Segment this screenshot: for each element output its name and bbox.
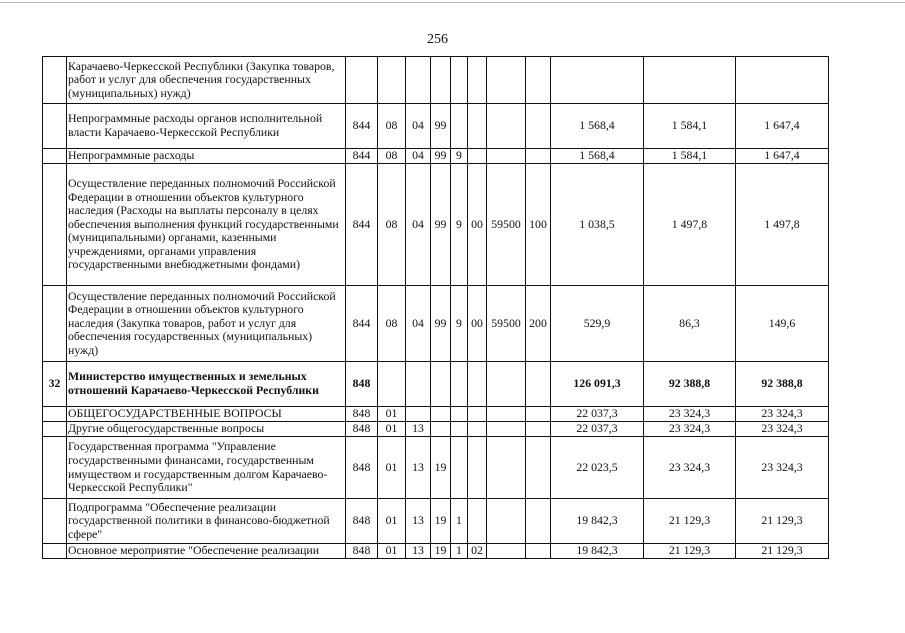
target-article-direction-cell (487, 407, 526, 422)
amount-year1-cell: 529,9 (551, 286, 644, 362)
target-article-subprogram-cell (451, 422, 468, 437)
row-number-cell (43, 422, 67, 437)
row-number-cell (43, 499, 67, 544)
amount-year1-cell: 22 023,5 (551, 437, 644, 499)
section-code-cell: 08 (378, 164, 406, 286)
target-article-direction-cell (487, 104, 526, 149)
ministry-code-cell: 848 (346, 544, 378, 559)
subsection-code-cell: 13 (406, 437, 431, 499)
amount-year2-cell: 1 584,1 (644, 104, 736, 149)
amount-year3-cell: 149,6 (736, 286, 829, 362)
target-article-event-cell (468, 104, 487, 149)
section-code-cell: 08 (378, 149, 406, 164)
table-row (43, 422, 829, 437)
target-article-subprogram-cell (451, 57, 468, 104)
section-code-cell: 01 (378, 437, 406, 499)
target-article-program-cell: 99 (431, 149, 451, 164)
budget-table (42, 56, 829, 559)
amount-year2-cell (644, 57, 736, 104)
amount-year3-cell (736, 57, 829, 104)
table-row (43, 57, 829, 104)
name-cell: ОБЩЕГОСУДАРСТВЕННЫЕ ВОПРОСЫ (67, 407, 346, 422)
row-number-cell (43, 544, 67, 559)
ministry-code-cell: 848 (346, 499, 378, 544)
section-code-cell: 01 (378, 544, 406, 559)
target-article-direction-cell (487, 362, 526, 407)
subsection-code-cell: 13 (406, 544, 431, 559)
amount-year1-cell: 19 842,3 (551, 499, 644, 544)
table-row (43, 286, 829, 362)
row-number-cell (43, 57, 67, 104)
table-row (43, 149, 829, 164)
subsection-code-cell: 04 (406, 104, 431, 149)
row-number-cell (43, 104, 67, 149)
target-article-event-cell (468, 499, 487, 544)
amount-year1-cell: 1 568,4 (551, 149, 644, 164)
amount-year1-cell: 1 568,4 (551, 104, 644, 149)
table-row (43, 407, 829, 422)
amount-year1-cell: 22 037,3 (551, 407, 644, 422)
target-article-event-cell: 00 (468, 286, 487, 362)
expense-type-cell (526, 57, 551, 104)
table-row (43, 437, 829, 499)
amount-year2-cell: 86,3 (644, 286, 736, 362)
table-row (43, 362, 829, 407)
target-article-event-cell (468, 149, 487, 164)
expense-type-cell (526, 407, 551, 422)
name-cell: Государственная программа "Управление государственными финансами, государственным имуществом и государственным долгом Карачаево-Черкесской Республики" (67, 437, 346, 499)
amount-year3-cell: 92 388,8 (736, 362, 829, 407)
page-number: 256 (427, 32, 448, 47)
amount-year1-cell: 22 037,3 (551, 422, 644, 437)
target-article-program-cell: 99 (431, 104, 451, 149)
name-cell: Осуществление переданных полномочий Российской Федерации в отношении объектов культурного наследия (Расходы на выплаты персоналу в целях обеспечения выполнения функций государственными (муниципальными) органами, казенными учреждениями, органами управления государственными внебюджетными фондами) (67, 164, 346, 286)
target-article-program-cell: 99 (431, 286, 451, 362)
expense-type-cell (526, 437, 551, 499)
subsection-code-cell: 04 (406, 286, 431, 362)
target-article-subprogram-cell: 9 (451, 286, 468, 362)
ministry-code-cell: 848 (346, 362, 378, 407)
amount-year1-cell (551, 57, 644, 104)
target-article-program-cell (431, 362, 451, 407)
amount-year1-cell: 126 091,3 (551, 362, 644, 407)
ministry-code-cell: 848 (346, 422, 378, 437)
target-article-subprogram-cell: 1 (451, 544, 468, 559)
target-article-direction-cell (487, 149, 526, 164)
target-article-direction-cell: 59500 (487, 286, 526, 362)
section-code-cell: 01 (378, 422, 406, 437)
target-article-event-cell (468, 57, 487, 104)
table-row (43, 544, 829, 559)
target-article-event-cell (468, 362, 487, 407)
name-cell: Подпрограмма "Обеспечение реализации государственной политики в финансово-бюджетной сфере" (67, 499, 346, 544)
expense-type-cell (526, 104, 551, 149)
target-article-direction-cell (487, 499, 526, 544)
name-cell: Карачаево-Черкесской Республики (Закупка товаров, работ и услуг для обеспечения государственных (муниципальных) нужд) (67, 57, 346, 104)
target-article-program-cell (431, 57, 451, 104)
target-article-subprogram-cell: 1 (451, 499, 468, 544)
subsection-code-cell: 04 (406, 164, 431, 286)
target-article-event-cell: 00 (468, 164, 487, 286)
ministry-code-cell: 844 (346, 104, 378, 149)
amount-year3-cell: 23 324,3 (736, 437, 829, 499)
target-article-event-cell (468, 407, 487, 422)
target-article-direction-cell (487, 422, 526, 437)
target-article-direction-cell (487, 437, 526, 499)
amount-year2-cell: 92 388,8 (644, 362, 736, 407)
expense-type-cell (526, 422, 551, 437)
amount-year3-cell: 1 497,8 (736, 164, 829, 286)
name-cell: Непрограммные расходы органов исполнительной власти Карачаево-Черкесской Республики (67, 104, 346, 149)
amount-year2-cell: 23 324,3 (644, 422, 736, 437)
target-article-program-cell: 19 (431, 499, 451, 544)
target-article-program-cell (431, 422, 451, 437)
target-article-program-cell: 99 (431, 164, 451, 286)
amount-year3-cell: 21 129,3 (736, 544, 829, 559)
amount-year3-cell: 23 324,3 (736, 422, 829, 437)
row-number-cell (43, 437, 67, 499)
row-number-cell (43, 407, 67, 422)
expense-type-cell (526, 544, 551, 559)
expense-type-cell (526, 499, 551, 544)
amount-year2-cell: 1 497,8 (644, 164, 736, 286)
amount-year2-cell: 1 584,1 (644, 149, 736, 164)
section-code-cell: 01 (378, 499, 406, 544)
target-article-direction-cell (487, 57, 526, 104)
scan-top-edge (0, 2, 905, 3)
amount-year3-cell: 23 324,3 (736, 407, 829, 422)
section-code-cell: 08 (378, 104, 406, 149)
table-row (43, 499, 829, 544)
row-number-cell (43, 286, 67, 362)
expense-type-cell (526, 362, 551, 407)
subsection-code-cell: 13 (406, 422, 431, 437)
expense-type-cell: 200 (526, 286, 551, 362)
amount-year1-cell: 19 842,3 (551, 544, 644, 559)
subsection-code-cell: 04 (406, 149, 431, 164)
section-code-cell: 08 (378, 286, 406, 362)
amount-year2-cell: 23 324,3 (644, 437, 736, 499)
ministry-code-cell: 848 (346, 437, 378, 499)
target-article-event-cell (468, 437, 487, 499)
subsection-code-cell: 13 (406, 499, 431, 544)
amount-year3-cell: 21 129,3 (736, 499, 829, 544)
amount-year3-cell: 1 647,4 (736, 104, 829, 149)
row-number-cell (43, 149, 67, 164)
table-row (43, 164, 829, 286)
target-article-program-cell: 19 (431, 437, 451, 499)
target-article-program-cell (431, 407, 451, 422)
ministry-code-cell: 844 (346, 164, 378, 286)
name-cell: Основное мероприятие "Обеспечение реализации (67, 544, 346, 559)
subsection-code-cell (406, 407, 431, 422)
target-article-program-cell: 19 (431, 544, 451, 559)
table-body (43, 57, 829, 559)
subsection-code-cell (406, 57, 431, 104)
target-article-subprogram-cell (451, 407, 468, 422)
target-article-subprogram-cell (451, 104, 468, 149)
target-article-event-cell (468, 422, 487, 437)
amount-year3-cell: 1 647,4 (736, 149, 829, 164)
name-cell: Министерство имущественных и земельных отношений Карачаево-Черкесской Республики (67, 362, 346, 407)
name-cell: Другие общегосударственные вопросы (67, 422, 346, 437)
table-row (43, 104, 829, 149)
subsection-code-cell (406, 362, 431, 407)
section-code-cell: 01 (378, 407, 406, 422)
ministry-code-cell (346, 57, 378, 104)
expense-type-cell (526, 149, 551, 164)
target-article-subprogram-cell: 9 (451, 149, 468, 164)
amount-year2-cell: 23 324,3 (644, 407, 736, 422)
amount-year2-cell: 21 129,3 (644, 544, 736, 559)
ministry-code-cell: 848 (346, 407, 378, 422)
target-article-direction-cell: 59500 (487, 164, 526, 286)
name-cell: Непрограммные расходы (67, 149, 346, 164)
target-article-subprogram-cell (451, 437, 468, 499)
section-code-cell (378, 57, 406, 104)
ministry-code-cell: 844 (346, 286, 378, 362)
expense-type-cell: 100 (526, 164, 551, 286)
amount-year1-cell: 1 038,5 (551, 164, 644, 286)
amount-year2-cell: 21 129,3 (644, 499, 736, 544)
target-article-direction-cell (487, 544, 526, 559)
target-article-subprogram-cell (451, 362, 468, 407)
row-number-cell (43, 164, 67, 286)
row-number-cell: 32 (43, 362, 67, 407)
name-cell: Осуществление переданных полномочий Российской Федерации в отношении объектов культурного наследия (Закупка товаров, работ и услуг для обеспечения государственных (муниципальных) нужд) (67, 286, 346, 362)
target-article-subprogram-cell: 9 (451, 164, 468, 286)
target-article-event-cell: 02 (468, 544, 487, 559)
section-code-cell (378, 362, 406, 407)
ministry-code-cell: 844 (346, 149, 378, 164)
